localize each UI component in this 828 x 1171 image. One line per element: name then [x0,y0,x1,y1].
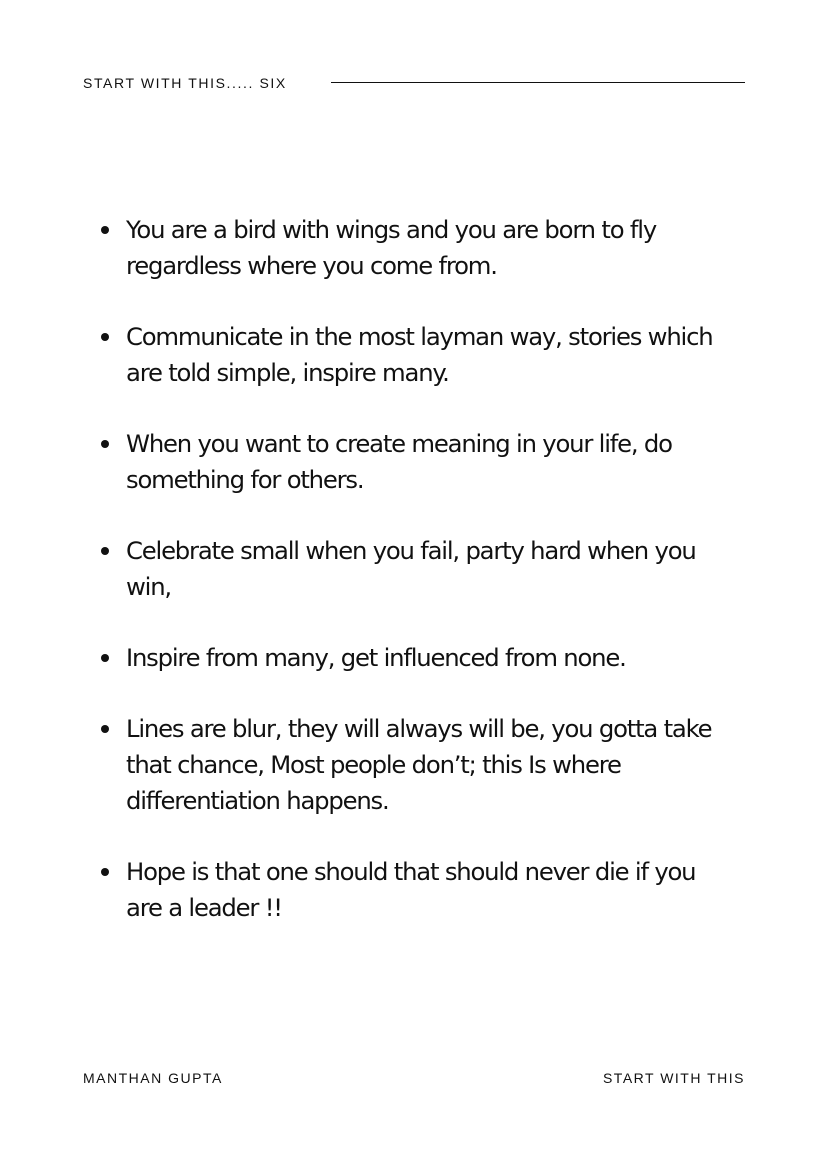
list-item [100,640,760,676]
list-item [100,854,760,926]
list-item-line: differentiation happens. [126,786,389,815]
bullet-dot-icon [101,654,109,662]
list-item-line: that chance, Most people don’t; this Is where [126,750,621,779]
list-item-line: are told simple, inspire many. [126,358,449,387]
page-header [83,73,745,93]
bullet-dot-icon [101,547,109,555]
list-item [100,711,760,819]
list-item-line: Communicate in the most layman way, stories which [126,322,713,351]
bullet-dot-icon [101,868,109,876]
footer-book-title: START WITH THIS [602,1070,745,1086]
list-item-line: When you want to create meaning in your life, do [126,429,672,458]
list-item [100,533,760,605]
list-item-line: Inspire from many, get influenced from none. [126,643,626,672]
list-item-line: something for others. [126,465,364,494]
main-content [100,212,760,961]
footer-author: MANTHAN GUPTA [83,1070,223,1086]
list-item-text [126,857,695,922]
list-item-line: Hope is that one should that should never die if you [126,857,696,886]
header-title: START WITH THIS..... SIX [83,75,287,91]
list-item [100,426,760,498]
list-item-text [126,643,626,672]
bullet-dot-icon [101,226,109,234]
page-footer [83,1070,745,1088]
list-item-line: Lines are blur, they will always will be, you gotta take [126,714,712,743]
list-item-line: are a leader !! [126,893,282,922]
list-item-text [126,429,672,494]
list-item [100,319,760,391]
list-item-line: regardless where you come from. [126,251,497,280]
list-item-line: You are a bird with wings and you are born to fly [126,215,656,244]
list-item-text [126,714,711,815]
list-item-line: Celebrate small when you fail, party hard when you [126,536,696,565]
bullet-dot-icon [101,440,109,448]
bullet-dot-icon [101,725,109,733]
bullet-dot-icon [101,333,109,341]
list-item-text [126,536,696,601]
bullet-list [100,212,760,926]
list-item [100,212,760,284]
list-item-text [126,322,712,387]
list-item-text [126,215,656,280]
list-item-line: win, [126,572,171,601]
header-divider [331,82,745,83]
